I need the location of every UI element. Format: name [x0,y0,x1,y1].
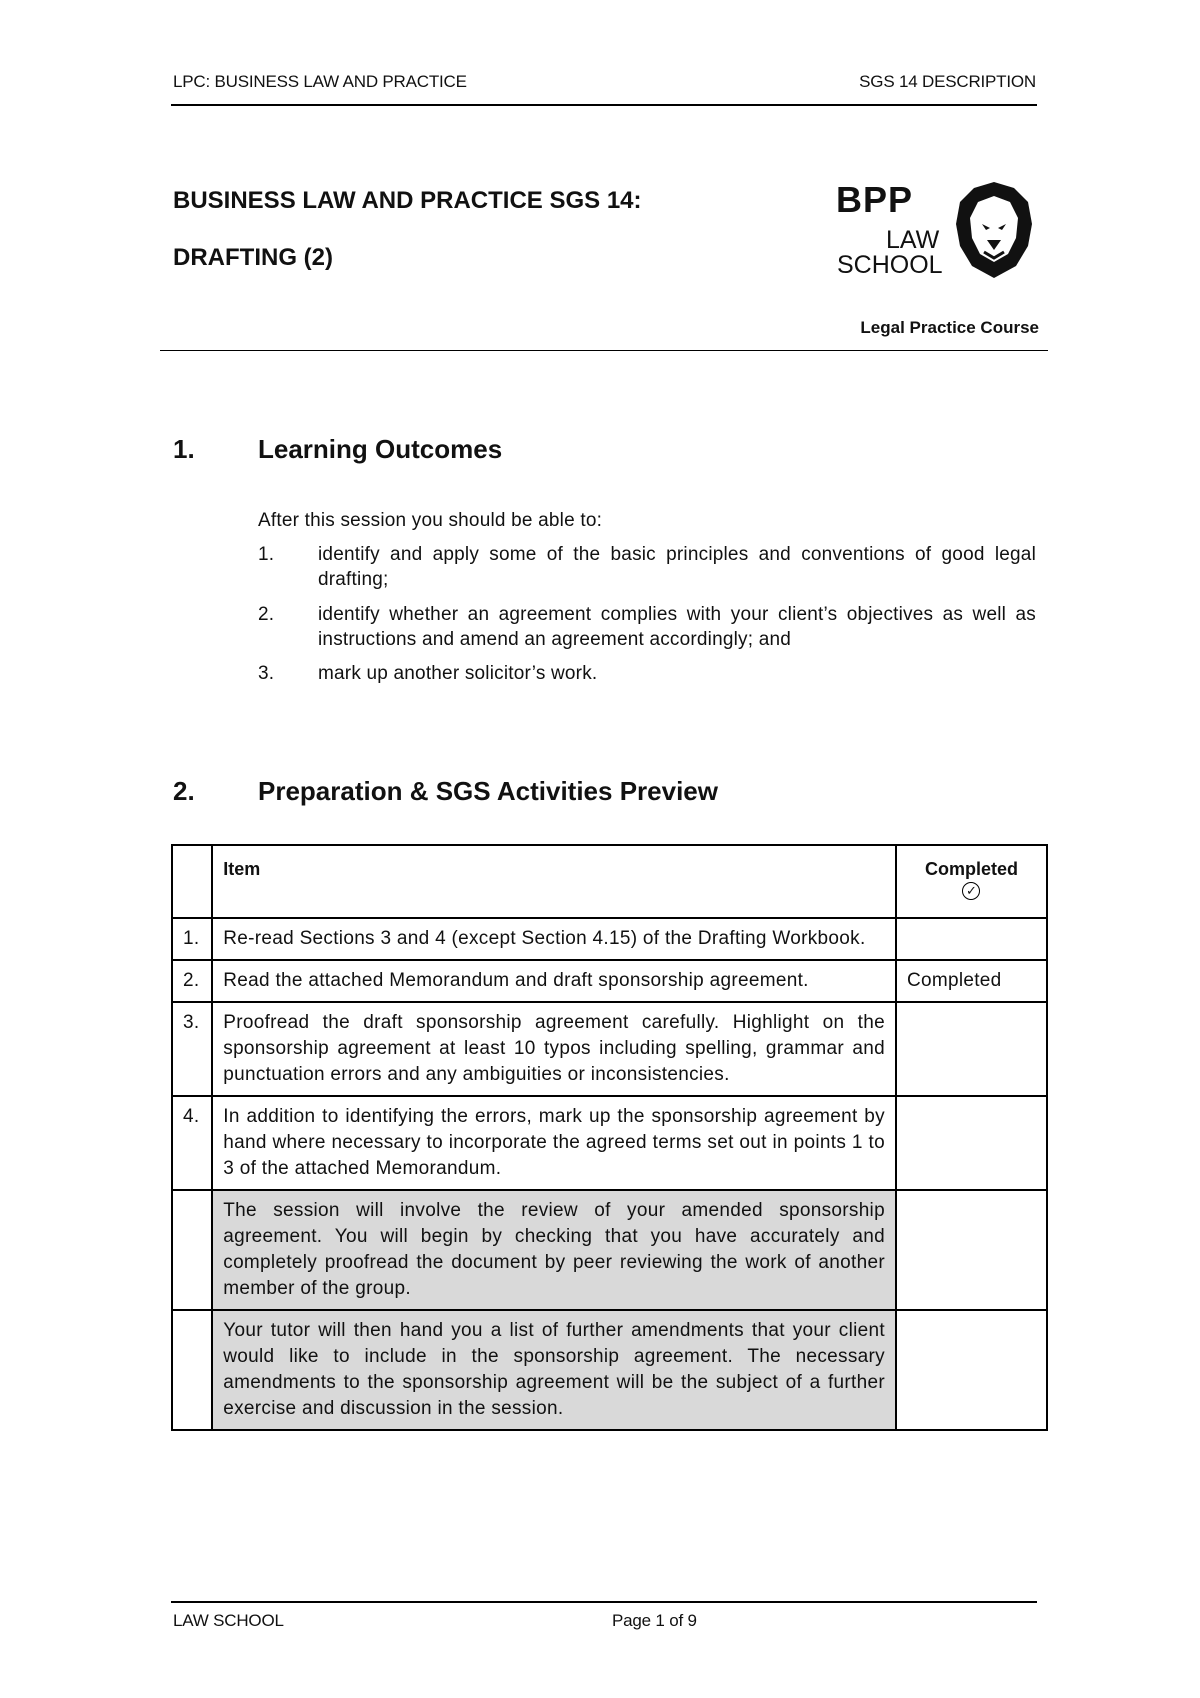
page-number: Page 1 of 9 [612,1611,697,1630]
lion-head-icon [954,180,1034,280]
table-header-row [172,845,1047,918]
logo-brand: BPP [836,179,914,220]
row-number: 3. [172,1002,212,1096]
section2-number: 2. [173,776,195,806]
header-item-cell [212,845,896,918]
course-name: Legal Practice Course [860,318,1039,337]
outcome-text: mark up another solicitor’s work. [318,663,598,684]
header-rule [171,104,1037,106]
row-number [172,1190,212,1310]
table-row [172,1002,1047,1096]
logo-school: SCHOOL [837,251,943,279]
row-completed [896,918,1047,960]
title-rule [160,350,1048,351]
running-header-left: LPC: BUSINESS LAW AND PRACTICE [173,72,467,91]
row-item: The session will involve the review of your amended sponsorship agreement. You will begin by checking that you have accurately and completely proofread the document by peer reviewing the work of another member of the group. [212,1190,896,1310]
outcome-text: identify and apply some of the basic principles and conventions of good legal drafting; [318,544,1036,590]
row-number [172,1310,212,1430]
section1-heading: Learning Outcomes [258,434,503,464]
running-header-right: SGS 14 DESCRIPTION [859,72,1036,91]
table-row [172,1096,1047,1190]
document-title-line2: DRAFTING (2) [173,244,333,271]
table-row-shaded [172,1190,1047,1310]
document-title-line1: BUSINESS LAW AND PRACTICE SGS 14: [173,187,642,214]
row-completed [896,1002,1047,1096]
row-item: Read the attached Memorandum and draft sponsorship agreement. [212,960,896,1002]
header-number-cell [172,845,212,918]
table-row-shaded [172,1310,1047,1430]
row-number: 2. [172,960,212,1002]
row-completed [896,1310,1047,1430]
checkmark-icon: ✓ [962,882,980,900]
row-number: 4. [172,1096,212,1190]
table-row [172,918,1047,960]
outcome-number: 2. [258,604,275,625]
footer-left: LAW SCHOOL [173,1611,284,1630]
header-completed-cell [896,845,1047,918]
footer-rule [171,1601,1037,1603]
row-number: 1. [172,918,212,960]
outcome-text: identify whether an agreement complies with your client’s objectives as well as instructions and amend an agreement accordingly; and [318,604,1036,650]
table-row [172,960,1047,1002]
bpp-law-school-logo [836,180,1036,284]
outcome-number: 1. [258,544,275,565]
outcome-number: 3. [258,663,275,684]
learning-outcomes-intro: After this session you should be able to: [258,510,603,531]
row-item: Re-read Sections 3 and 4 (except Section 4.15) of the Drafting Workbook. [212,918,896,960]
row-completed [896,1190,1047,1310]
row-completed: Completed [896,960,1047,1002]
row-item: Proofread the draft sponsorship agreement carefully. Highlight on the sponsorship agreement at least 10 typos including spelling, grammar and punctuation errors and any ambiguities or inconsistencies. [212,1002,896,1096]
section2-heading: Preparation & SGS Activities Preview [258,776,718,806]
preparation-table [171,844,1048,1431]
row-completed [896,1096,1047,1190]
item-column-header: Item [223,859,261,879]
row-item: In addition to identifying the errors, mark up the sponsorship agreement by hand where necessary to incorporate the agreed terms set out in points 1 to 3 of the attached Memorandum. [212,1096,896,1190]
logo-law: LAW [886,226,940,254]
row-item: Your tutor will then hand you a list of further amendments that your client would like to include in the sponsorship agreement. The necessary amendments to the sponsorship agreement will be the subject of a further exercise and discussion in the session. [212,1310,896,1430]
completed-column-header: Completed [924,859,1018,879]
section1-number: 1. [173,434,195,464]
